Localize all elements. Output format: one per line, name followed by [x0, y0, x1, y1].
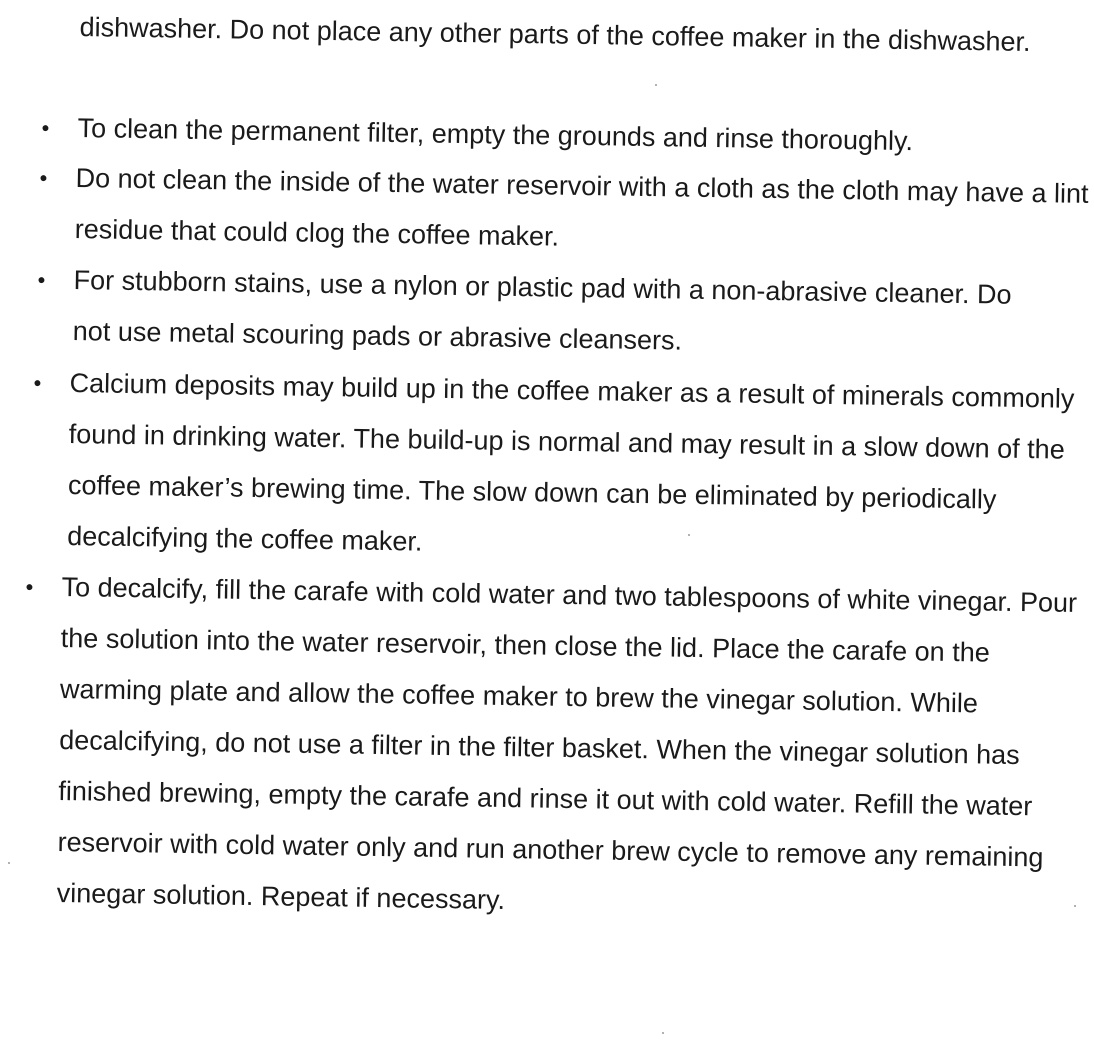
list-item-text: Do not clean the inside of the water reservoir with a cloth as the cloth may have a lint residue that could clog the coffee maker. — [74, 162, 1089, 252]
bullet-icon: • — [41, 115, 50, 141]
scan-speck — [655, 84, 657, 86]
bullet-icon: • — [37, 267, 46, 293]
list-item-text: Calcium deposits may build up in the coffee maker as a result of minerals commonly found in drinking water. The build-up is normal and may result in a slow down of the coffee maker’s brewing time. The slow down can be eliminated by periodically decalcifying the coffee maker. — [66, 367, 1075, 557]
scan-speck — [1074, 905, 1076, 907]
list-item-text: For stubborn stains, use a nylon or plastic pad with a non-abrasive cleaner. Do not use metal scouring pads or abrasive cleansers. — [72, 264, 1012, 356]
list-item — [39, 153, 1093, 271]
intro-paragraph: dishwasher. Do not place any other parts of the coffee maker in the dishwasher. — [79, 11, 1031, 57]
scan-speck — [688, 534, 690, 536]
bullet-icon: • — [25, 574, 34, 600]
list-item — [37, 255, 1023, 372]
bullet-icon: • — [39, 165, 48, 191]
list-item-text: To clean the permanent filter, empty the grounds and rinse thoroughly. — [77, 112, 914, 157]
list-item — [25, 562, 1091, 935]
bullet-icon: • — [33, 370, 42, 396]
list-item-text: To decalcify, fill the carafe with cold water and two tablespoons of white vinegar. Pour the solution into the water reservoir, then close the lid. Place the carafe on the warming plate and allow the coffee maker to brew the vinegar solution. While decalcifying, do not use a filter in the filter basket. When the vinegar solution has finished brewing, empty the carafe and rinse it out with cold water. Refill the water reservoir with cold water only and run another brew cycle to remove any remaining vinegar solution. Repeat if necessary. — [56, 571, 1078, 915]
scan-speck — [662, 1032, 664, 1034]
scan-speck — [8, 862, 10, 864]
list-item — [33, 358, 1094, 578]
